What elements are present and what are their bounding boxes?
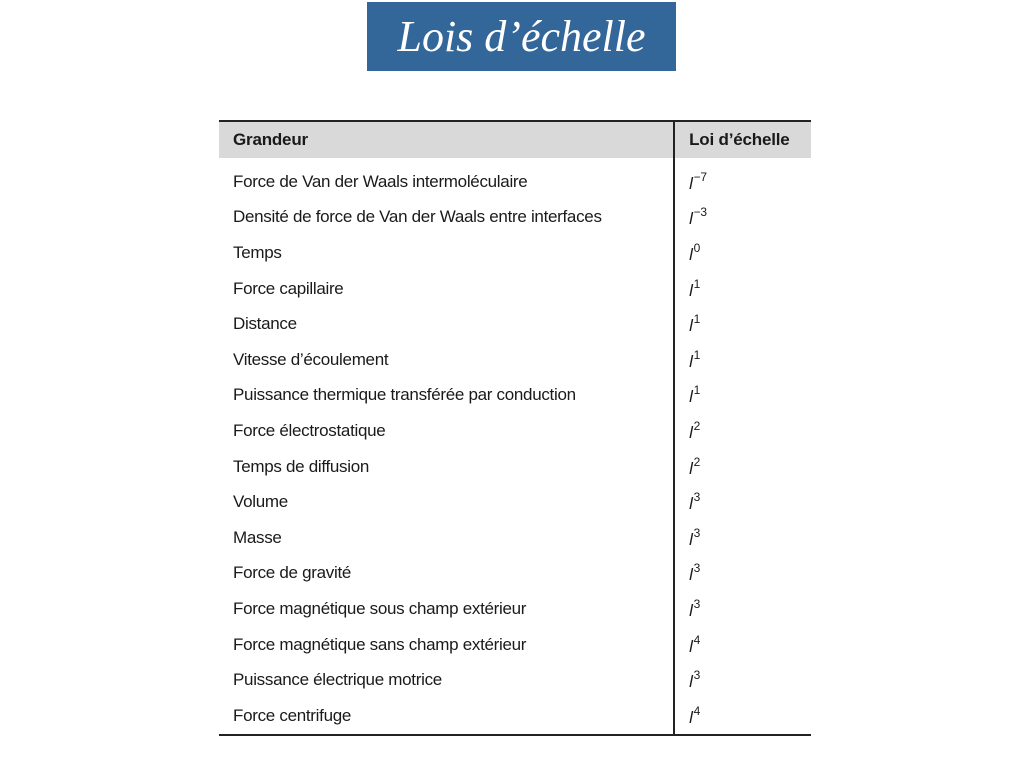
quantity-cell: Force électrostatique: [233, 420, 386, 440]
law-cell: [674, 413, 811, 449]
scaling-laws-table: [219, 122, 811, 734]
quantity-cell: Densité de force de Van der Waals entre interfaces: [233, 207, 602, 227]
law-exponent: 2: [693, 454, 700, 469]
table-row: [219, 235, 811, 271]
quantity-cell: Distance: [233, 314, 297, 334]
table-row: [219, 449, 811, 485]
quantity-cell: Puissance électrique motrice: [233, 670, 442, 690]
law-base: l: [689, 458, 693, 478]
table-row: [219, 413, 811, 449]
quantity-cell: Force de gravité: [233, 563, 352, 583]
table-row: [219, 378, 811, 414]
law-base: l: [689, 422, 693, 442]
law-base: l: [689, 494, 693, 514]
table-row: [219, 662, 811, 698]
law-base: l: [689, 351, 693, 371]
header-quantity: Grandeur: [233, 130, 308, 149]
law-exponent: 3: [693, 596, 700, 611]
law-cell: [674, 698, 811, 734]
scaling-laws-table-container: [219, 120, 811, 736]
quantity-cell: Puissance thermique transférée par conduction: [233, 385, 576, 405]
page-title: Lois d’échelle: [397, 11, 646, 61]
law-cell: [674, 484, 811, 520]
table-row: [219, 306, 811, 342]
law-exponent: 4: [693, 703, 700, 718]
law-base: l: [689, 636, 693, 656]
law-exponent: 0: [693, 240, 700, 255]
law-cell: [674, 200, 811, 236]
quantity-cell: Force magnétique sous champ extérieur: [233, 598, 527, 618]
quantity-cell: Temps de diffusion: [233, 456, 370, 476]
law-exponent: 3: [693, 668, 700, 683]
table-row: [219, 200, 811, 236]
table-row: [219, 342, 811, 378]
table-row: [219, 520, 811, 556]
header-law: Loi d’échelle: [674, 122, 811, 158]
law-exponent: 1: [693, 383, 700, 398]
table-row: [219, 271, 811, 307]
law-base: l: [689, 387, 693, 407]
table-row: [219, 591, 811, 627]
law-base: l: [689, 565, 693, 585]
quantity-cell: Vitesse d’écoulement: [233, 349, 389, 369]
law-exponent: 1: [693, 276, 700, 291]
quantity-cell: Masse: [233, 527, 282, 547]
quantity-cell: Force magnétique sans champ extérieur: [233, 634, 527, 654]
law-base: l: [689, 316, 693, 336]
law-base: l: [689, 244, 693, 264]
law-cell: [674, 520, 811, 556]
law-base: l: [689, 280, 693, 300]
law-exponent: 3: [693, 561, 700, 576]
law-exponent: 3: [693, 490, 700, 505]
law-cell: [674, 378, 811, 414]
law-cell: [674, 662, 811, 698]
law-base: l: [689, 707, 693, 727]
table-body: [219, 158, 811, 734]
quantity-cell: Volume: [233, 492, 288, 512]
quantity-cell: Temps: [233, 242, 282, 262]
table-row: [219, 484, 811, 520]
law-base: l: [689, 173, 693, 193]
law-exponent: −7: [693, 169, 707, 184]
law-cell: [674, 449, 811, 485]
law-cell: [674, 556, 811, 592]
quantity-cell: Force capillaire: [233, 278, 344, 298]
law-cell: [674, 306, 811, 342]
table-row: [219, 698, 811, 734]
quantity-cell: Force centrifuge: [233, 705, 352, 725]
law-base: l: [689, 209, 693, 229]
law-base: l: [689, 529, 693, 549]
law-exponent: 3: [693, 525, 700, 540]
table-row: [219, 627, 811, 663]
law-exponent: 4: [693, 632, 700, 647]
law-cell: [674, 342, 811, 378]
law-exponent: 1: [693, 347, 700, 362]
title-banner: [367, 2, 676, 71]
table-row: [219, 158, 811, 200]
quantity-cell: Force de Van der Waals intermoléculaire: [233, 171, 528, 191]
law-exponent: 2: [693, 418, 700, 433]
table-row: [219, 556, 811, 592]
law-cell: [674, 627, 811, 663]
law-base: l: [689, 600, 693, 620]
law-cell: [674, 591, 811, 627]
law-cell: [674, 235, 811, 271]
law-cell: [674, 271, 811, 307]
law-base: l: [689, 672, 693, 692]
table-header-row: [219, 122, 811, 158]
law-exponent: 1: [693, 312, 700, 327]
law-cell: [674, 158, 811, 200]
law-exponent: −3: [693, 205, 707, 220]
